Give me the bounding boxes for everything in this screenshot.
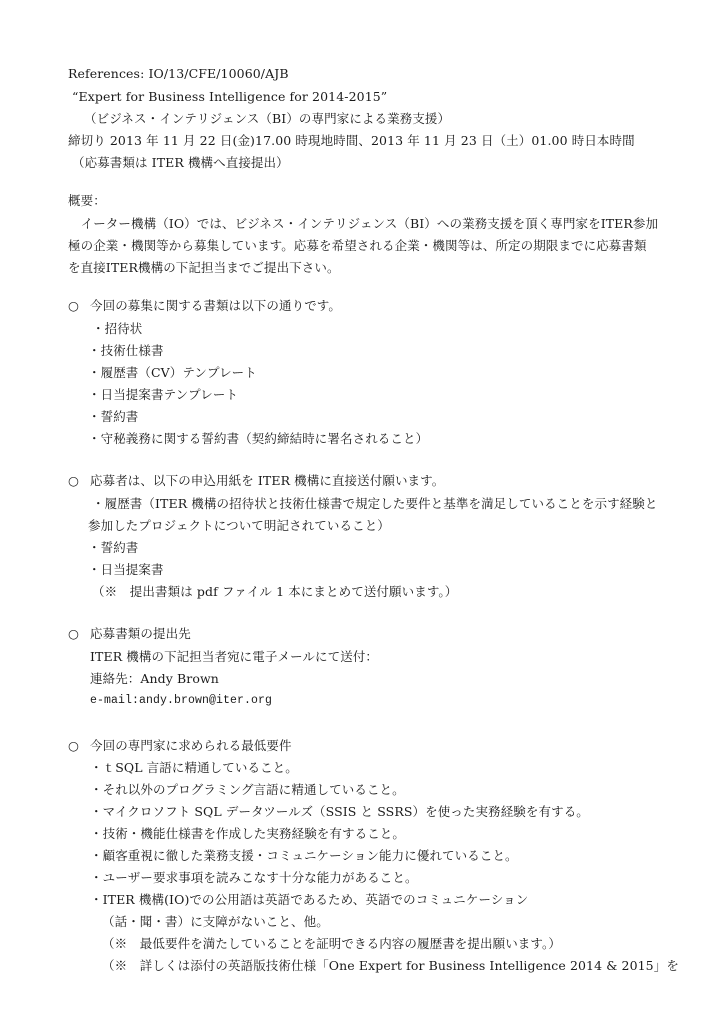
note-line: （※ 最低要件を満たしていることを証明できる内容の履歴書を提出願います。） <box>102 936 561 951</box>
overview-heading: 概要： <box>68 193 106 208</box>
references-line: References: IO/13/CFE/10060/AJB <box>68 66 289 81</box>
circle-bullet-icon: ○ <box>68 626 80 641</box>
japanese-title: （ビジネス・インテリジェンス（BI）の専門家による業務支援） <box>84 111 451 126</box>
list-item: ・それ以外のプログラミング言語に精通していること。 <box>90 782 405 797</box>
list-item: ・マイクロソフト SQL データツールズ（SSIS と SSRS）を使った実務経験を有する。 <box>90 804 589 819</box>
section-application-heading: ○ 応募者は、以下の申込用紙を ITER 機構に直接送付願います。 <box>68 473 445 488</box>
list-item: ・ユーザー要求事項を読みこなす十分な能力があること。 <box>90 870 418 885</box>
contact-name: 連絡先：Andy Brown <box>90 671 219 686</box>
list-item: ・ITER 機構(IO)での公用語は英語であるため、英語でのコミュニケーション <box>90 892 529 907</box>
list-item: ・履歴書（CV）テンプレート <box>88 365 257 380</box>
circle-bullet-icon: ○ <box>68 298 80 313</box>
circle-bullet-icon: ○ <box>68 738 80 753</box>
english-title: “Expert for Business Intelligence for 2014-2015” <box>72 89 388 104</box>
submission-note: （応募書類は ITER 機構へ直接提出） <box>72 155 289 170</box>
destination-instruction: ITER 機構の下記担当者宛に電子メールにて送付： <box>90 649 379 664</box>
list-item: ・ｔSQL 言語に精通していること。 <box>90 760 298 775</box>
list-item: ・技術・機能仕様書を作成した実務経験を有すること。 <box>90 826 406 841</box>
list-item: ・顧客重視に徹した業務支援・コミュニケーション能力に優れていること。 <box>90 848 518 863</box>
list-item: ・日当提案書テンプレート <box>88 387 239 402</box>
list-item: ・誓約書 <box>88 540 139 555</box>
section-destination-heading: ○ 応募書類の提出先 <box>68 626 191 641</box>
deadline-line: 締切り 2013 年 11 月 22 日(金)17.00 時現地時間、2013 年 11 月 23 日（土）01.00 時日本時間 <box>68 133 635 148</box>
list-item: ・守秘義務に関する誓約書（契約締結時に署名されること） <box>88 431 429 446</box>
circle-bullet-icon: ○ <box>68 473 80 488</box>
list-item: ・日当提案書 <box>88 562 164 577</box>
section-requirements-heading: ○ 今回の専門家に求められる最低要件 <box>68 738 292 753</box>
list-item: ・履歴書（ITER 機構の招待状と技術仕様書で規定した要件と基準を満足していることを示す経験と <box>92 496 658 511</box>
list-item: ・招待状 <box>92 321 143 336</box>
overview-line-1: イーター機構（IO）では、ビジネス・インテリジェンス（BI）への業務支援を頂く専門家をITER参加 <box>68 216 659 231</box>
list-item-continuation: 参加したプロジェクトについて明記されていること） <box>88 518 390 533</box>
note-line: （※ 提出書類は pdf ファイル 1 本にまとめて送付願います。） <box>92 584 458 599</box>
list-item: ・誓約書 <box>88 409 139 424</box>
list-item: ・技術仕様書 <box>88 343 164 358</box>
section-documents-heading: ○ 今回の募集に関する書類は以下の通りです。 <box>68 298 342 313</box>
contact-email-link[interactable]: e-mail:andy.brown@iter.org <box>90 694 273 707</box>
overview-line-2: 極の企業・機関等から募集しています。応募を希望される企業・機関等は、所定の期限までに応募書類 <box>68 238 647 253</box>
note-line: （※ 詳しくは添付の英語版技術仕様「One Expert for Business Intelligence 2014 & 2015」を <box>102 958 679 973</box>
list-item-continuation: （話・聞・書）に支障がないこと、他。 <box>102 914 329 929</box>
overview-line-3: を直接ITER機構の下記担当までご提出下さい。 <box>68 260 340 275</box>
